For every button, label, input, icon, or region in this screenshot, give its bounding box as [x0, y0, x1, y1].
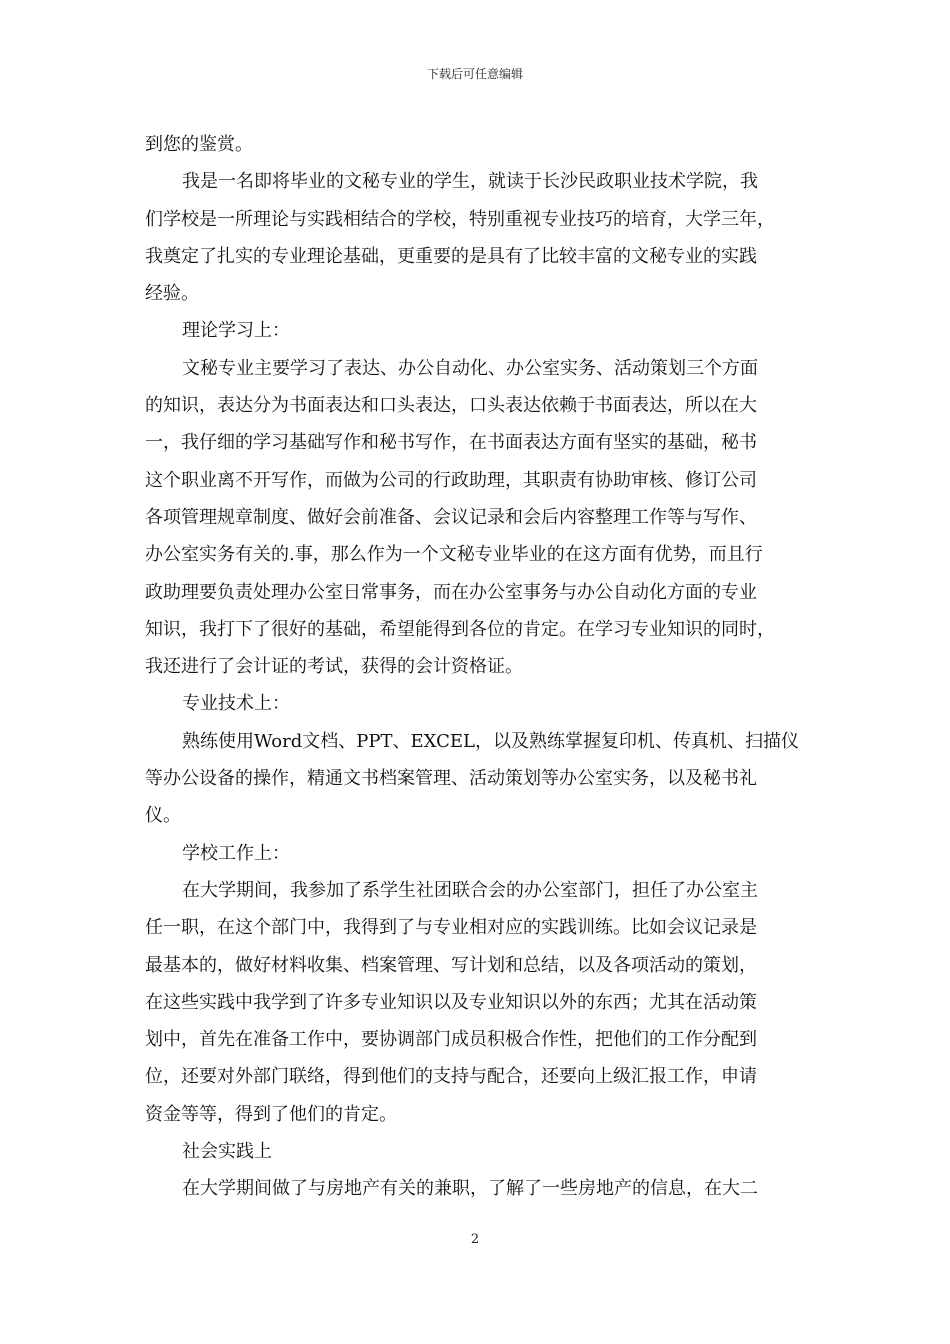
text-line: 我是一名即将毕业的文秘专业的学生，就读于长沙民政职业技术学院，我 — [182, 171, 758, 193]
text-line: 位，还要对外部门联络，得到他们的支持与配合，还要向上级汇报工作，申请 — [145, 1066, 757, 1088]
text-line: 经验。 — [145, 283, 199, 305]
text-line: 各项管理规章制度、做好会前准备、会议记录和会后内容整理工作等与写作、 — [145, 506, 757, 528]
text-line: 在大学期间做了与房地产有关的兼职，了解了一些房地产的信息，在大二 — [182, 1178, 758, 1200]
text-line: 仪。 — [145, 805, 181, 827]
text-line: 知识，我打下了很好的基础，希望能得到各位的肯定。在学习专业知识的同时， — [145, 618, 775, 640]
section-heading: 社会实践上 — [182, 1141, 272, 1163]
text-line: 最基本的，做好材料收集、档案管理、写计划和总结，以及各项活动的策划， — [145, 954, 757, 976]
section-heading: 专业技术上： — [182, 693, 290, 715]
text-line: 我还进行了会计证的考试，获得的会计资格证。 — [145, 656, 523, 678]
text-line: 们学校是一所理论与实践相结合的学校，特别重视专业技巧的培育，大学三年， — [145, 208, 775, 230]
text-line: 办公室实务有关的.事，那么作为一个文秘专业毕业的在这方面有优势，而且行 — [145, 544, 763, 566]
page-number: 2 — [470, 1232, 480, 1247]
text-line: 等办公设备的操作，精通文书档案管理、活动策划等办公室实务，以及秘书礼 — [145, 768, 757, 790]
text-line: 熟练使用Word文档、PPT、EXCEL，以及熟练掌握复印机、传真机、扫描仪 — [182, 730, 799, 752]
section-heading: 理论学习上： — [182, 320, 290, 342]
text-line: 一，我仔细的学习基础写作和秘书写作，在书面表达方面有坚实的基础，秘书 — [145, 432, 757, 454]
text-line: 在大学期间，我参加了系学生社团联合会的办公室部门，担任了办公室主 — [182, 879, 758, 901]
document-body — [145, 126, 810, 1208]
text-line: 资金等等，得到了他们的肯定。 — [145, 1103, 397, 1125]
text-line: 到您的鉴赏。 — [145, 134, 253, 155]
page-header: 下载后可任意编辑 — [426, 67, 523, 81]
text-line: 政助理要负责处理办公室日常事务，而在办公室事务与办公自动化方面的专业 — [145, 581, 757, 603]
text-line: 我奠定了扎实的专业理论基础，更重要的是具有了比较丰富的文秘专业的实践 — [145, 245, 757, 267]
text-line: 任一职，在这个部门中，我得到了与专业相对应的实践训练。比如会议记录是 — [145, 917, 757, 939]
text-line: 的知识，表达分为书面表达和口头表达，口头表达依赖于书面表达，所以在大 — [145, 395, 757, 417]
text-line: 在这些实践中我学到了许多专业知识以及专业知识以外的东西；尤其在活动策 — [145, 991, 757, 1013]
text-line: 划中，首先在准备工作中，要协调部门成员积极合作性，把他们的工作分配到 — [145, 1029, 757, 1051]
text-line: 这个职业离不开写作，而做为公司的行政助理，其职责有协助审核、修订公司 — [145, 469, 757, 491]
section-heading: 学校工作上： — [182, 842, 290, 864]
text-line: 文秘专业主要学习了表达、办公自动化、办公室实务、活动策划三个方面 — [182, 357, 758, 379]
